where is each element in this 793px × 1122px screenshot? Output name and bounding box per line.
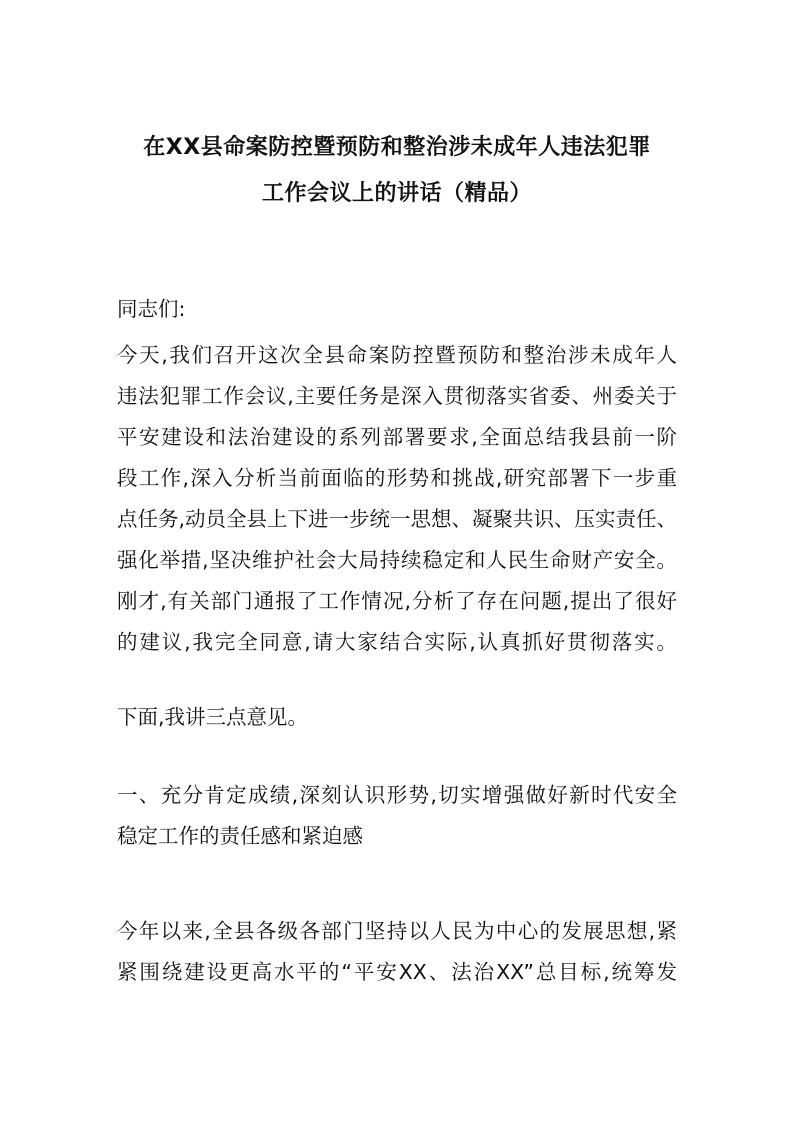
heading-line: 一、充分肯定成绩,深刻认识形势,切实增强做好新时代安全 (117, 783, 677, 807)
heading-line: 稳定工作的责任感和紧迫感 (117, 824, 363, 848)
salutation: 同志们: (117, 297, 186, 321)
text-line: 的建议,我完全同意,请大家结合实际,认真抓好贯彻落实。 (117, 630, 677, 654)
text-line: 平安建设和法治建设的系列部署要求,全面总结我县前一阶 (117, 425, 677, 449)
text-line: 点任务,动员全县上下进一步统一思想、凝聚共识、压实责任、 (117, 507, 678, 531)
paragraph-transition: 下面,我讲三点意见。 (117, 705, 309, 729)
title-line: 工作会议上的讲话（精品） (261, 181, 532, 206)
text-line: 今天,我们召开这次全县命案防控暨预防和整治涉未成年人 (117, 343, 677, 367)
text-line: 强化举措,坚决维护社会大局持续稳定和人民生命财产安全。 (117, 548, 677, 572)
text-line: 紧围绕建设更高水平的“平安XX、法治XX”总目标,统筹发 (117, 960, 677, 984)
title-line: 在XX县命案防控暨预防和整治涉未成年人违法犯罪 (143, 135, 651, 160)
text-line: 段工作,深入分析当前面临的形势和挑战,研究部署下一步重 (117, 466, 677, 490)
text-line: 违法犯罪工作会议,主要任务是深入贯彻落实省委、州委关于 (117, 384, 677, 408)
text-line: 刚才,有关部门通报了工作情况,分析了存在问题,提出了很好 (117, 589, 677, 613)
text-line: 今年以来,全县各级各部门坚持以人民为中心的发展思想,紧 (117, 919, 677, 943)
